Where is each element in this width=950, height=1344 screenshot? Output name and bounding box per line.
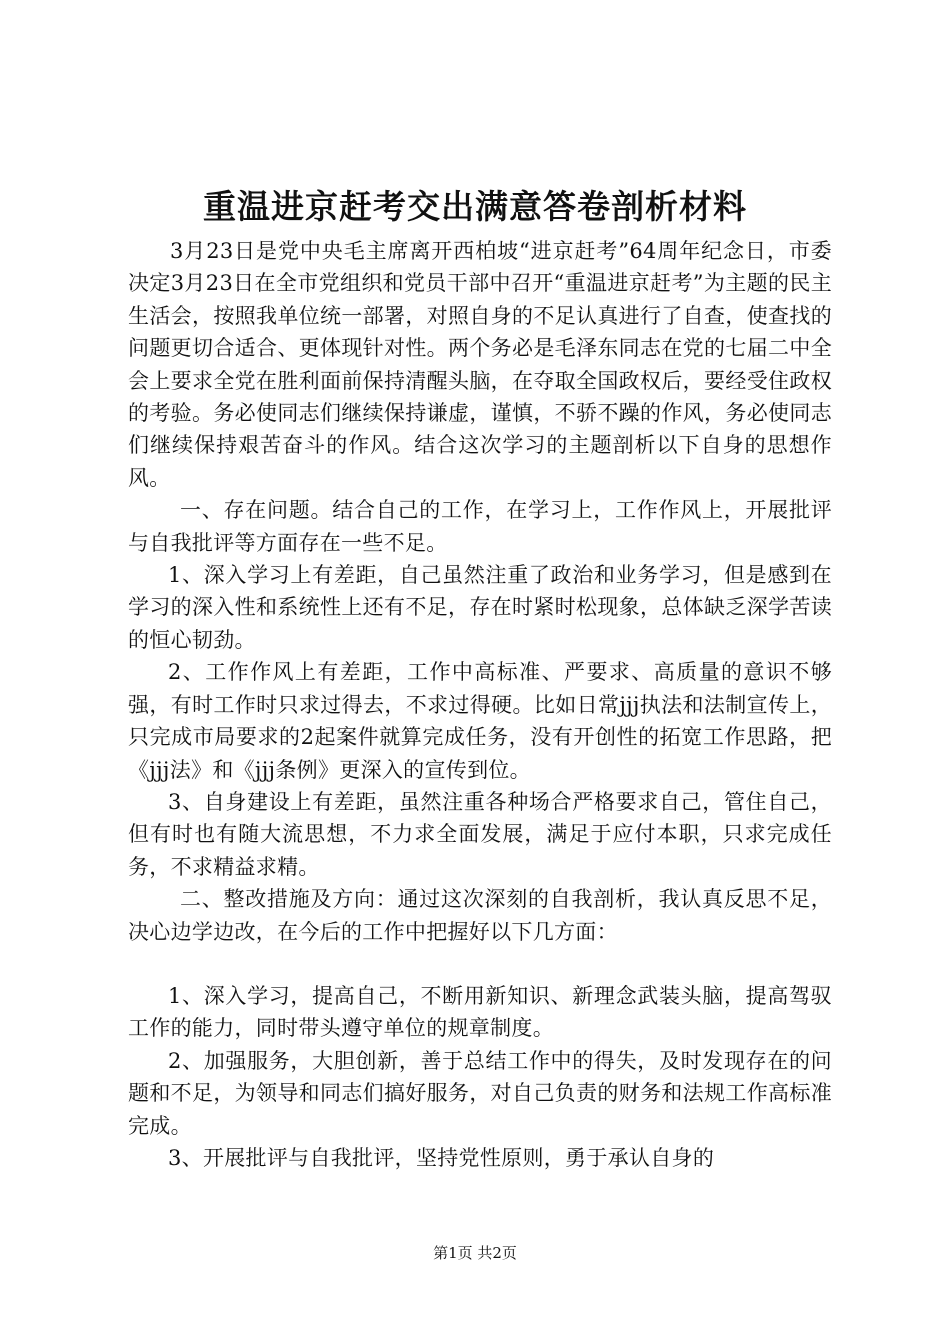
measure-item-2: 2、加强服务，大胆创新，善于总结工作中的得失，及时发现存在的问题和不足，为领导和同志们搞好服务，对自己负责的财务和法规工作高标准完成。 <box>128 1048 832 1138</box>
document-body <box>128 235 832 1174</box>
measure-item-3: 3、开展批评与自我批评，坚持党性原则，勇于承认自身的 <box>168 1145 715 1170</box>
document-title: 重温进京赶考交出满意答卷剖析材料 <box>203 187 747 226</box>
page-number-footer: 第1页 共2页 <box>433 1244 517 1262</box>
section-heading-problems: 一、存在问题。结合自己的工作，在学习上，工作作风上，开展批评与自我批评等方面存在一些不足。 <box>128 498 832 555</box>
problem-item-2: 2、工作作风上有差距，工作中高标准、严要求、高质量的意识不够强，有时工作时只求过得去，不求过得硬。比如日常jjj执法和法制宣传上，只完成市局要求的2起案件就算完成任务，没有开创性的拓宽工作思路，把《jjj法》和《jjj条例》更深入的宣传到位。 <box>128 660 832 782</box>
problem-item-1: 1、深入学习上有差距，自己虽然注重了政治和业务学习，但是感到在学习的深入性和系统性上还有不足，存在时紧时松现象，总体缺乏深学苦读的恒心韧劲。 <box>128 563 832 652</box>
section-heading-measures: 二、整改措施及方向：通过这次深刻的自我剖析，我认真反思不足，决心边学边改，在今后的工作中把握好以下几方面： <box>128 887 832 944</box>
intro-paragraph: 3月23日是党中央毛主席离开西柏坡“进京赶考”64周年纪念日，市委决定3月23日在全市党组织和党员干部中召开“重温进京赶考”为主题的民主生活会，按照我单位统一部署，对照自身的不足认真进行了自查，使查找的问题更切合适合、更体现针对性。两个务必是毛泽东同志在党的七届二中全会上要求全党在胜利面前保持清醒头脑，在夺取全国政权后，要经受住政权的考验。务必使同志们继续保持谦虚，谨慎，不骄不躁的作风，务必使同志们继续保持艰苦奋斗的作风。结合这次学习的主题剖析以下自身的思想作风。 <box>128 239 832 490</box>
measure-item-1: 1、深入学习，提高自己，不断用新知识、新理念武装头脑，提高驾驭工作的能力，同时带头遵守单位的规章制度。 <box>128 983 832 1041</box>
problem-item-3: 3、自身建设上有差距，虽然注重各种场合严格要求自己，管住自己，但有时也有随大流思想，不力求全面发展，满足于应付本职，只求完成任务，不求精益求精。 <box>128 789 832 879</box>
